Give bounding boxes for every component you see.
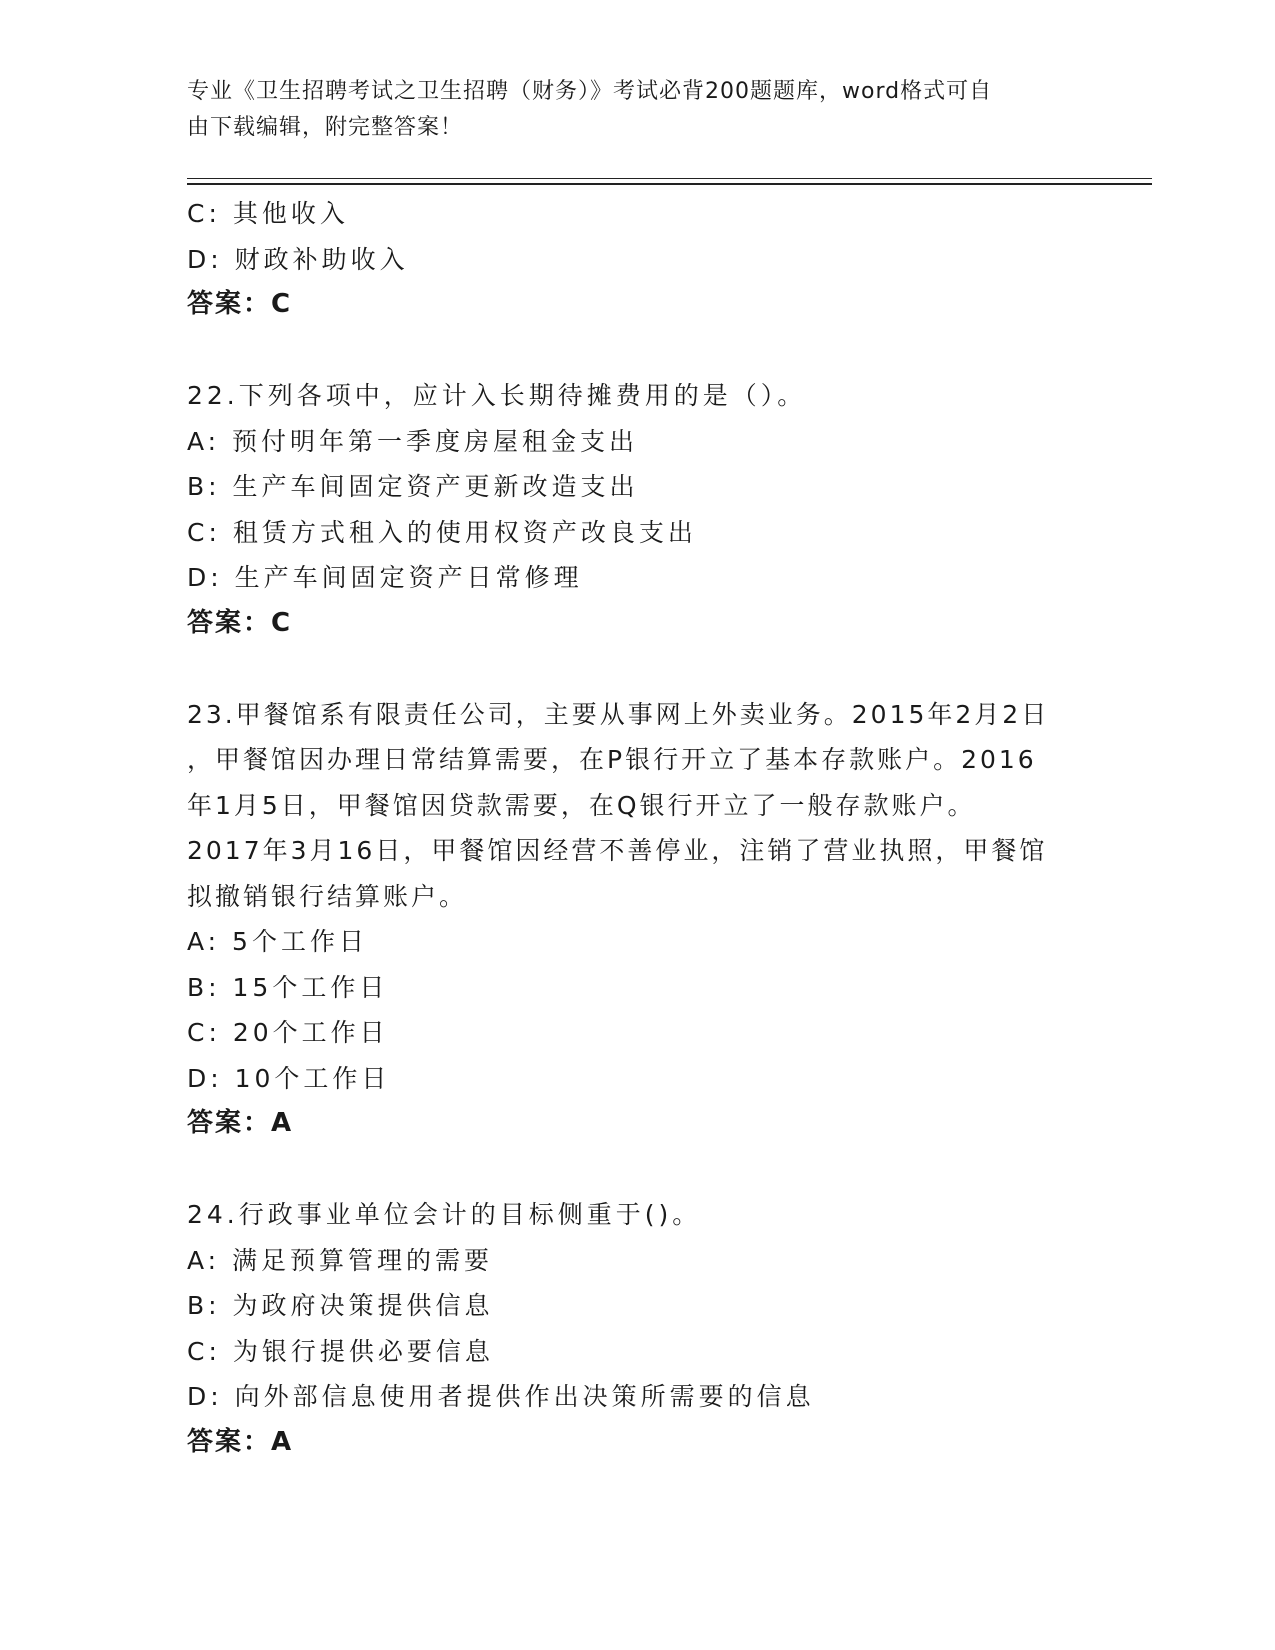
- header-line-1: 专业《卫生招聘考试之卫生招聘（财务）》考试必背200题题库，word格式可自: [187, 79, 993, 104]
- question-stem: 24.行政事业单位会计的目标侧重于()。: [187, 1200, 702, 1229]
- option-d: D: 10个工作日: [187, 1063, 391, 1093]
- answer-line: 答案：C: [187, 289, 293, 319]
- spacer: [187, 646, 1087, 692]
- question-stem: [187, 692, 1087, 920]
- spacer: [187, 1147, 1087, 1193]
- spacer: [187, 328, 1087, 374]
- header-divider-thin: [187, 178, 1152, 179]
- option-d: D: 财政补助收入: [187, 244, 409, 274]
- document-header: [187, 74, 1087, 146]
- question-list: [187, 191, 1087, 1465]
- option-b: B: 生产车间固定资产更新改造支出: [187, 472, 639, 501]
- question-22: [187, 373, 1087, 646]
- stem-line: 23.甲餐馆系有限责任公司，主要从事网上外卖业务。2015年2月2日: [187, 699, 1050, 729]
- option-c: C: 为银行提供必要信息: [187, 1336, 494, 1366]
- option-a: A: 预付明年第一季度房屋租金支出: [187, 426, 639, 456]
- option-b: B: 15个工作日: [187, 972, 389, 1002]
- answer-line: 答案：C: [187, 607, 293, 638]
- question-24: [187, 1192, 1087, 1465]
- stem-line: 拟撤销银行结算账户。: [187, 881, 468, 911]
- option-d: D: 向外部信息使用者提供作出决策所需要的信息: [187, 1382, 815, 1411]
- option-c: C: 其他收入: [187, 199, 349, 228]
- option-a: A: 5个工作日: [187, 927, 368, 956]
- header-divider-thick: [187, 183, 1152, 185]
- header-line-2: 由下载编辑，附完整答案！: [187, 115, 464, 140]
- question-stem: 22.下列各项中，应计入长期待摊费用的是（）。: [187, 381, 807, 410]
- answer-line: 答案：A: [187, 1108, 294, 1138]
- option-d: D: 生产车间固定资产日常修理: [187, 563, 583, 592]
- stem-line: 2017年3月16日，甲餐馆因经营不善停业，注销了营业执照，甲餐馆: [187, 836, 1048, 865]
- option-a: A: 满足预算管理的需要: [187, 1245, 494, 1275]
- question-21-tail: [187, 191, 1087, 328]
- answer-line: 答案：A: [187, 1426, 294, 1457]
- stem-line: 年1月5日，甲餐馆因贷款需要，在Q银行开立了一般存款账户。: [187, 790, 976, 820]
- option-b: B: 为政府决策提供信息: [187, 1291, 494, 1320]
- option-c: C: 20个工作日: [187, 1018, 389, 1047]
- stem-line: ，甲餐馆因办理日常结算需要，在P银行开立了基本存款账户。2016: [187, 745, 1037, 774]
- option-c: C: 租赁方式租入的使用权资产改良支出: [187, 517, 697, 547]
- question-23: [187, 692, 1087, 1147]
